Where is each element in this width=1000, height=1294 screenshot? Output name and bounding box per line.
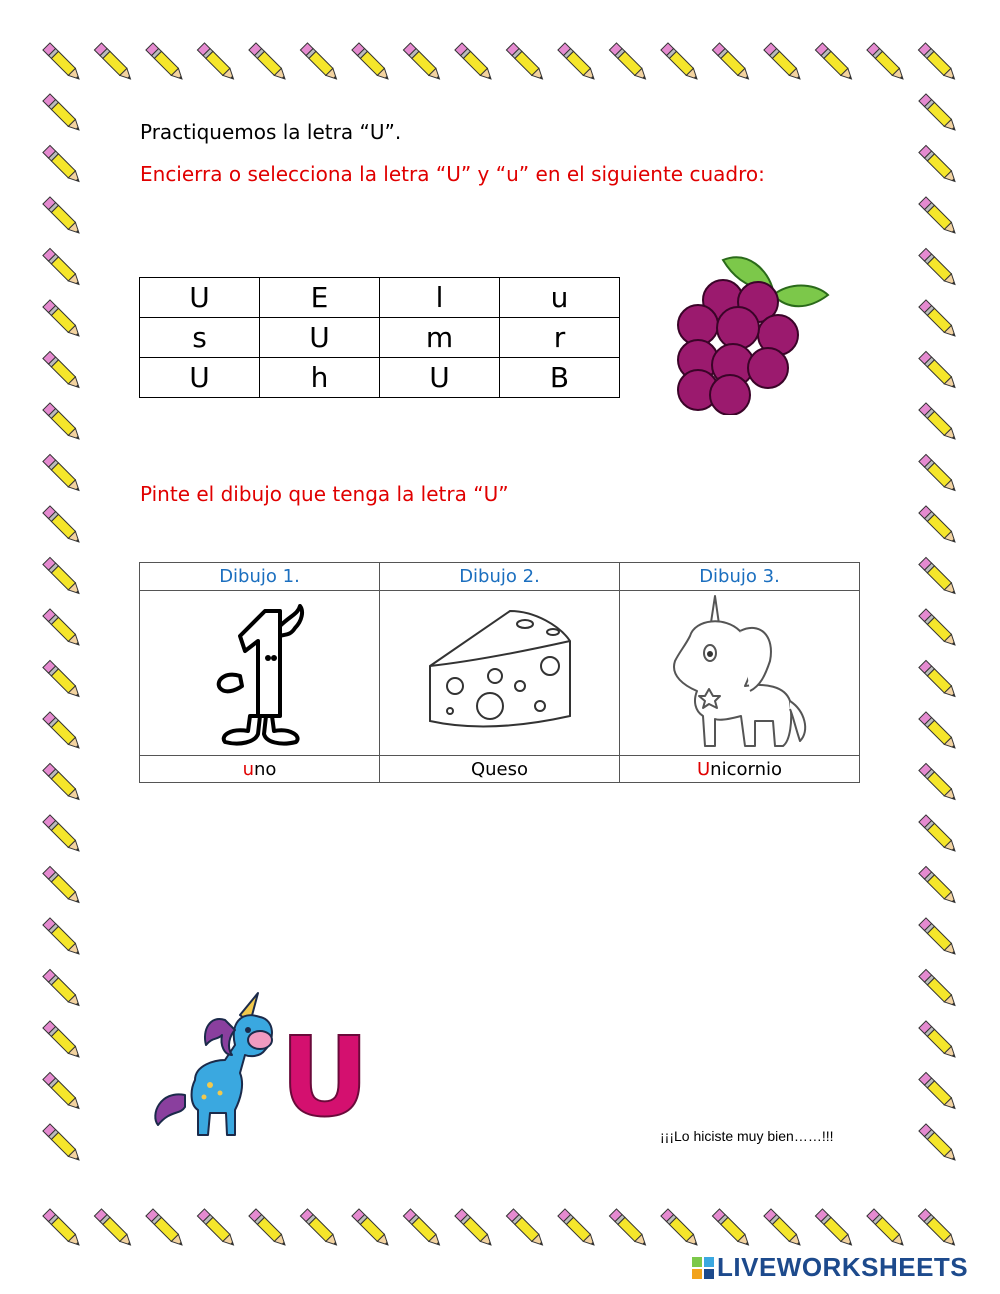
- pencil-icon: [919, 197, 959, 237]
- pencil-icon: [43, 300, 83, 340]
- pencil-icon: [712, 43, 752, 83]
- pencil-icon: [867, 43, 907, 83]
- grid-cell[interactable]: B: [500, 358, 620, 398]
- grid-cell[interactable]: l: [380, 278, 500, 318]
- grid-cell[interactable]: U: [380, 358, 500, 398]
- brand-logo: LIVEWORKSHEETS: [692, 1252, 968, 1283]
- pencil-icon: [43, 1072, 83, 1112]
- pencil-icon: [43, 609, 83, 649]
- pencil-icon: [867, 1209, 907, 1249]
- pencil-icon: [43, 918, 83, 958]
- pencil-icon: [403, 43, 443, 83]
- pencil-icon: [455, 43, 495, 83]
- drawing-cell-1[interactable]: [140, 591, 380, 756]
- pencil-icon: [94, 1209, 134, 1249]
- grid-cell[interactable]: U: [260, 318, 380, 358]
- pencil-icon: [919, 866, 959, 906]
- pencil-icon: [43, 454, 83, 494]
- pencil-icon: [919, 1072, 959, 1112]
- pencil-icon: [43, 43, 83, 83]
- pencil-icon: [43, 94, 83, 134]
- cheese-icon: [425, 606, 575, 736]
- pencil-icon: [506, 43, 546, 83]
- drawing-label-3: Unicornio: [620, 756, 860, 783]
- pencil-icon: [43, 969, 83, 1009]
- pencil-icon: [43, 403, 83, 443]
- pencil-icon: [764, 1209, 804, 1249]
- pencil-icon: [43, 248, 83, 288]
- pencil-icon: [146, 43, 186, 83]
- drawing-cell-3[interactable]: [620, 591, 860, 756]
- pencil-icon: [815, 1209, 855, 1249]
- pencil-icon: [43, 1209, 83, 1249]
- pencil-icon: [43, 557, 83, 597]
- grid-cell[interactable]: r: [500, 318, 620, 358]
- pencil-icon: [300, 1209, 340, 1249]
- pencil-icon: [919, 1021, 959, 1061]
- big-letter-u: U: [280, 1013, 370, 1141]
- pencil-icon: [919, 454, 959, 494]
- pencil-icon: [919, 300, 959, 340]
- footer-message: ¡¡¡Lo hiciste muy bien……!!!: [660, 1128, 834, 1144]
- pencil-icon: [300, 43, 340, 83]
- pencil-icon: [919, 248, 959, 288]
- pencil-icon: [197, 1209, 237, 1249]
- pencil-icon: [146, 1209, 186, 1249]
- pencil-icon: [43, 815, 83, 855]
- pencil-icon: [712, 1209, 752, 1249]
- grid-cell[interactable]: u: [500, 278, 620, 318]
- drawing-label-2: Queso: [380, 756, 620, 783]
- pencil-icon: [197, 43, 237, 83]
- task-2-instruction: Pinte el dibujo que tenga la letra “U”: [140, 482, 509, 506]
- drawing-label-1: uno: [140, 756, 380, 783]
- pencil-icon: [919, 351, 959, 391]
- pencil-icon: [352, 43, 392, 83]
- letter-grid: [139, 277, 620, 398]
- instruction-title: Practiquemos la letra “U”.: [140, 120, 402, 144]
- pencil-icon: [558, 43, 598, 83]
- pencil-icon: [919, 815, 959, 855]
- pencil-icon: [249, 1209, 289, 1249]
- grid-cell[interactable]: h: [260, 358, 380, 398]
- pencil-icon: [919, 403, 959, 443]
- pencil-icon: [43, 866, 83, 906]
- pencil-icon: [43, 660, 83, 700]
- pencil-icon: [919, 557, 959, 597]
- drawing-header: Dibujo 3.: [620, 563, 860, 591]
- number-one-character-icon: [210, 596, 310, 746]
- liveworksheets-logo-icon: [692, 1257, 714, 1279]
- grid-cell[interactable]: U: [140, 278, 260, 318]
- pencil-icon: [919, 506, 959, 546]
- pencil-icon: [43, 506, 83, 546]
- pencil-icon: [43, 145, 83, 185]
- unicorn-outline-icon: [665, 591, 815, 751]
- pencil-icon: [919, 918, 959, 958]
- pencil-icon: [661, 43, 701, 83]
- pencil-icon: [609, 1209, 649, 1249]
- pencil-icon: [919, 609, 959, 649]
- pencil-icon: [43, 351, 83, 391]
- pencil-icon: [94, 43, 134, 83]
- pencil-icon: [403, 1209, 443, 1249]
- pencil-icon: [609, 43, 649, 83]
- grid-cell[interactable]: s: [140, 318, 260, 358]
- drawings-table: [139, 562, 860, 783]
- grid-cell[interactable]: m: [380, 318, 500, 358]
- grid-cell[interactable]: E: [260, 278, 380, 318]
- pencil-icon: [919, 145, 959, 185]
- drawing-header: Dibujo 2.: [380, 563, 620, 591]
- pencil-icon: [455, 1209, 495, 1249]
- pencil-icon: [919, 660, 959, 700]
- task-1-instruction: Encierra o selecciona la letra “U” y “u” en el siguiente cuadro:: [140, 162, 765, 186]
- pencil-icon: [919, 94, 959, 134]
- pencil-icon: [919, 1124, 959, 1164]
- unicorn-with-letter-u-illustration: [140, 975, 380, 1155]
- pencil-icon: [815, 43, 855, 83]
- drawing-header: Dibujo 1.: [140, 563, 380, 591]
- pencil-icon: [558, 1209, 598, 1249]
- pencil-icon: [43, 1021, 83, 1061]
- pencil-icon: [918, 1209, 958, 1249]
- pencil-icon: [43, 1124, 83, 1164]
- pencil-icon: [764, 43, 804, 83]
- pencil-icon: [918, 43, 958, 83]
- pencil-icon: [352, 1209, 392, 1249]
- pencil-icon: [43, 712, 83, 752]
- pencil-icon: [249, 43, 289, 83]
- pencil-icon: [506, 1209, 546, 1249]
- pencil-icon: [919, 969, 959, 1009]
- pencil-icon: [43, 763, 83, 803]
- grapes-icon: [668, 250, 838, 415]
- pencil-icon: [919, 712, 959, 752]
- pencil-icon: [919, 763, 959, 803]
- grid-cell[interactable]: U: [140, 358, 260, 398]
- pencil-icon: [43, 197, 83, 237]
- drawing-cell-2[interactable]: [380, 591, 620, 756]
- pencil-icon: [661, 1209, 701, 1249]
